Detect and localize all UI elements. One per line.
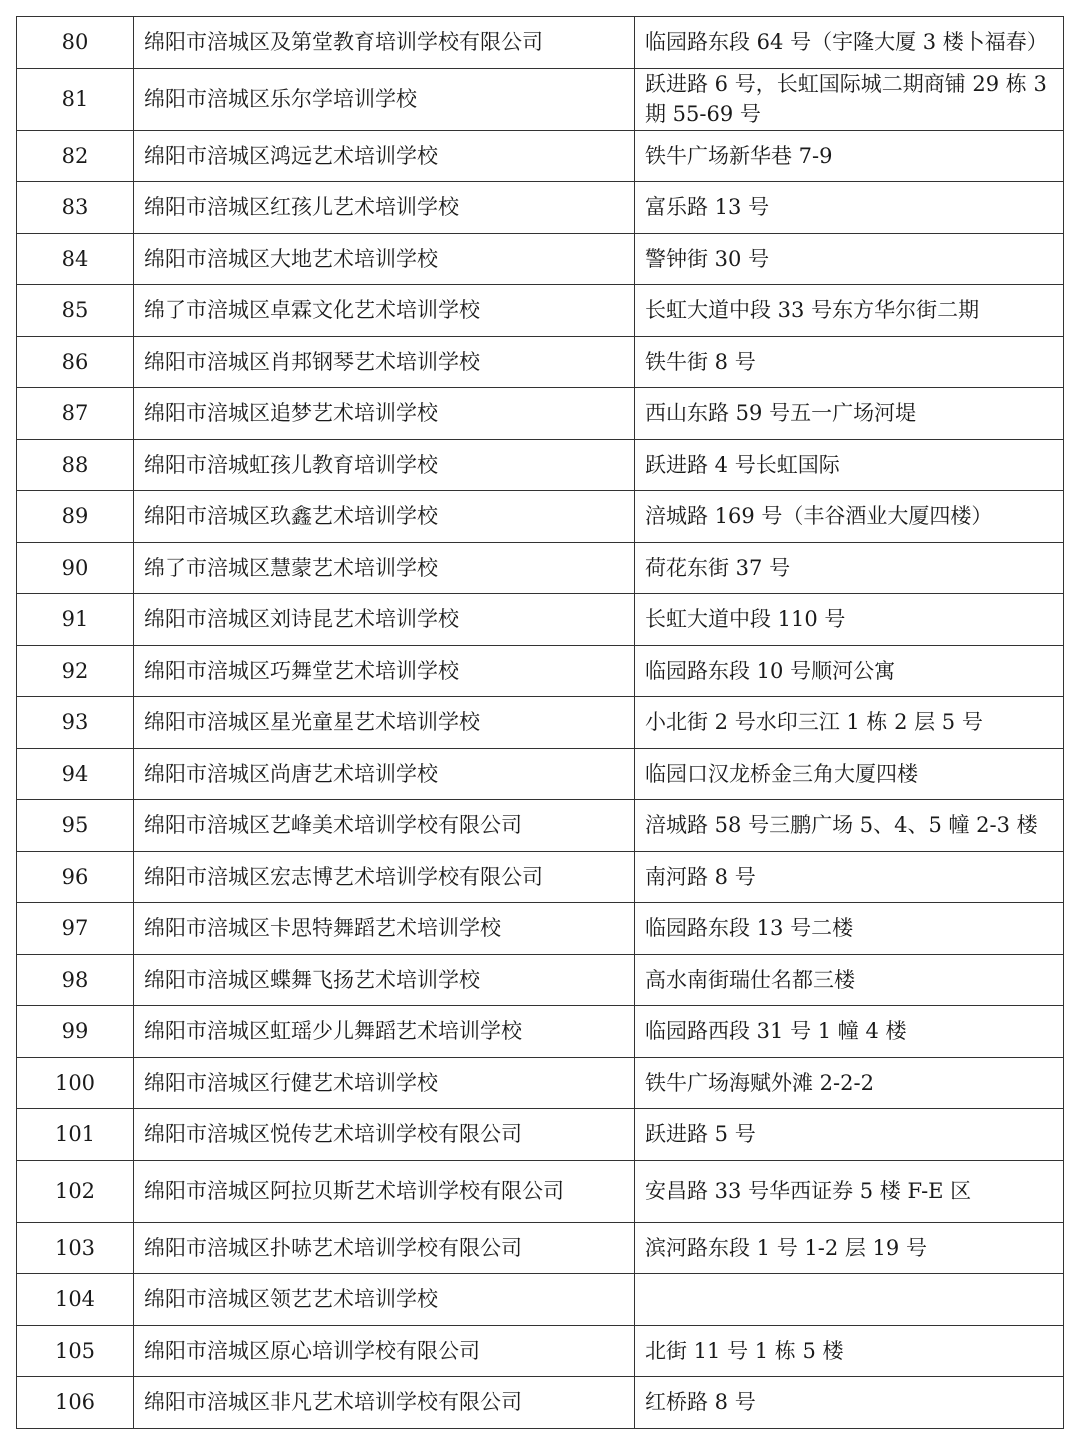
row-number: 87 <box>17 388 134 440</box>
table-row <box>17 17 1064 69</box>
row-number: 98 <box>17 954 134 1006</box>
row-number: 84 <box>17 233 134 285</box>
table-row <box>17 388 1064 440</box>
school-address: 红桥路 8 号 <box>635 1377 1064 1429</box>
table-row <box>17 697 1064 749</box>
school-address: 富乐路 13 号 <box>635 182 1064 234</box>
school-address: 荷花东街 37 号 <box>635 542 1064 594</box>
table-row <box>17 1057 1064 1109</box>
row-number: 106 <box>17 1377 134 1429</box>
row-number: 95 <box>17 800 134 852</box>
row-number: 94 <box>17 748 134 800</box>
school-name: 绵了市涪城区慧蒙艺术培训学校 <box>134 542 635 594</box>
school-name: 绵阳市涪城区蝶舞飞扬艺术培训学校 <box>134 954 635 1006</box>
document-page <box>16 16 1064 1429</box>
table-row <box>17 68 1064 130</box>
row-number: 82 <box>17 130 134 182</box>
school-address: 临园路西段 31 号 1 幢 4 楼 <box>635 1006 1064 1058</box>
table-row <box>17 1222 1064 1274</box>
school-name: 绵阳市涪城区虹瑶少儿舞蹈艺术培训学校 <box>134 1006 635 1058</box>
school-address: 小北街 2 号水印三江 1 栋 2 层 5 号 <box>635 697 1064 749</box>
school-address: 滨河路东段 1 号 1-2 层 19 号 <box>635 1222 1064 1274</box>
table-row <box>17 954 1064 1006</box>
school-name: 绵阳市涪城区行健艺术培训学校 <box>134 1057 635 1109</box>
school-name: 绵阳市涪城区追梦艺术培训学校 <box>134 388 635 440</box>
table-row <box>17 594 1064 646</box>
row-number: 103 <box>17 1222 134 1274</box>
school-address: 铁牛广场新华巷 7-9 <box>635 130 1064 182</box>
school-address: 北街 11 号 1 栋 5 楼 <box>635 1325 1064 1377</box>
school-name: 绵阳市涪城区鸿远艺术培训学校 <box>134 130 635 182</box>
school-name: 绵阳市涪城区悦传艺术培训学校有限公司 <box>134 1109 635 1161</box>
school-name: 绵阳市涪城区刘诗昆艺术培训学校 <box>134 594 635 646</box>
school-name: 绵阳市涪城区肖邦钢琴艺术培训学校 <box>134 336 635 388</box>
table-row <box>17 1274 1064 1326</box>
table-row <box>17 1325 1064 1377</box>
school-address: 安昌路 33 号华西证券 5 楼 F-E 区 <box>635 1160 1064 1222</box>
school-address: 长虹大道中段 33 号东方华尔街二期 <box>635 285 1064 337</box>
row-number: 85 <box>17 285 134 337</box>
row-number: 99 <box>17 1006 134 1058</box>
school-address: 涪城路 169 号（丰谷酒业大厦四楼） <box>635 491 1064 543</box>
table-row <box>17 903 1064 955</box>
school-name: 绵阳市涪城区红孩儿艺术培训学校 <box>134 182 635 234</box>
table-row <box>17 1160 1064 1222</box>
school-name: 绵阳市涪城区扑哧艺术培训学校有限公司 <box>134 1222 635 1274</box>
school-address: 南河路 8 号 <box>635 851 1064 903</box>
school-address: 临园路东段 13 号二楼 <box>635 903 1064 955</box>
school-address: 西山东路 59 号五一广场河堤 <box>635 388 1064 440</box>
row-number: 104 <box>17 1274 134 1326</box>
table-row <box>17 1006 1064 1058</box>
row-number: 93 <box>17 697 134 749</box>
school-name: 绵阳市涪城区阿拉贝斯艺术培训学校有限公司 <box>134 1160 635 1222</box>
school-address: 跃进路 4 号长虹国际 <box>635 439 1064 491</box>
school-name: 绵阳市涪城区乐尔学培训学校 <box>134 68 635 130</box>
table-row <box>17 851 1064 903</box>
table-row <box>17 336 1064 388</box>
school-name: 绵阳市涪城区及第堂教育培训学校有限公司 <box>134 17 635 69</box>
school-address: 涪城路 58 号三鹏广场 5、4、5 幢 2-3 楼 <box>635 800 1064 852</box>
row-number: 97 <box>17 903 134 955</box>
row-number: 101 <box>17 1109 134 1161</box>
table-body <box>17 17 1064 1429</box>
row-number: 90 <box>17 542 134 594</box>
table-row <box>17 491 1064 543</box>
school-address: 高水南街瑞仕名都三楼 <box>635 954 1064 1006</box>
table-row <box>17 182 1064 234</box>
school-name: 绵阳市涪城区非凡艺术培训学校有限公司 <box>134 1377 635 1429</box>
table-row <box>17 645 1064 697</box>
table-row <box>17 748 1064 800</box>
row-number: 88 <box>17 439 134 491</box>
row-number: 81 <box>17 68 134 130</box>
school-name: 绵阳市涪城区巧舞堂艺术培训学校 <box>134 645 635 697</box>
row-number: 92 <box>17 645 134 697</box>
school-address: 临园口汉龙桥金三角大厦四楼 <box>635 748 1064 800</box>
row-number: 86 <box>17 336 134 388</box>
row-number: 91 <box>17 594 134 646</box>
school-address: 警钟街 30 号 <box>635 233 1064 285</box>
school-address: 跃进路 5 号 <box>635 1109 1064 1161</box>
school-address <box>635 1274 1064 1326</box>
school-name: 绵阳市涪城区尚唐艺术培训学校 <box>134 748 635 800</box>
row-number: 89 <box>17 491 134 543</box>
school-address: 跃进路 6 号，长虹国际城二期商铺 29 栋 3 期 55-69 号 <box>635 68 1064 130</box>
school-address: 铁牛广场海赋外滩 2-2-2 <box>635 1057 1064 1109</box>
school-name: 绵阳市涪城区艺峰美术培训学校有限公司 <box>134 800 635 852</box>
school-address-table <box>16 16 1064 1429</box>
table-row <box>17 285 1064 337</box>
row-number: 105 <box>17 1325 134 1377</box>
school-address: 长虹大道中段 110 号 <box>635 594 1064 646</box>
school-name: 绵了市涪城区卓霖文化艺术培训学校 <box>134 285 635 337</box>
table-row <box>17 1109 1064 1161</box>
school-address: 临园路东段 10 号顺河公寓 <box>635 645 1064 697</box>
table-row <box>17 542 1064 594</box>
row-number: 102 <box>17 1160 134 1222</box>
table-row <box>17 439 1064 491</box>
school-name: 绵阳市涪城区领艺艺术培训学校 <box>134 1274 635 1326</box>
table-row <box>17 130 1064 182</box>
row-number: 96 <box>17 851 134 903</box>
table-row <box>17 800 1064 852</box>
school-address: 临园路东段 64 号（宇隆大厦 3 楼卜福春） <box>635 17 1064 69</box>
school-address: 铁牛街 8 号 <box>635 336 1064 388</box>
school-name: 绵阳市涪城区星光童星艺术培训学校 <box>134 697 635 749</box>
school-name: 绵阳市涪城区原心培训学校有限公司 <box>134 1325 635 1377</box>
school-name: 绵阳市涪城虹孩儿教育培训学校 <box>134 439 635 491</box>
school-name: 绵阳市涪城区玖鑫艺术培训学校 <box>134 491 635 543</box>
table-row <box>17 1377 1064 1429</box>
row-number: 83 <box>17 182 134 234</box>
school-name: 绵阳市涪城区大地艺术培训学校 <box>134 233 635 285</box>
school-name: 绵阳市涪城区宏志博艺术培训学校有限公司 <box>134 851 635 903</box>
table-row <box>17 233 1064 285</box>
school-name: 绵阳市涪城区卡思特舞蹈艺术培训学校 <box>134 903 635 955</box>
row-number: 80 <box>17 17 134 69</box>
row-number: 100 <box>17 1057 134 1109</box>
